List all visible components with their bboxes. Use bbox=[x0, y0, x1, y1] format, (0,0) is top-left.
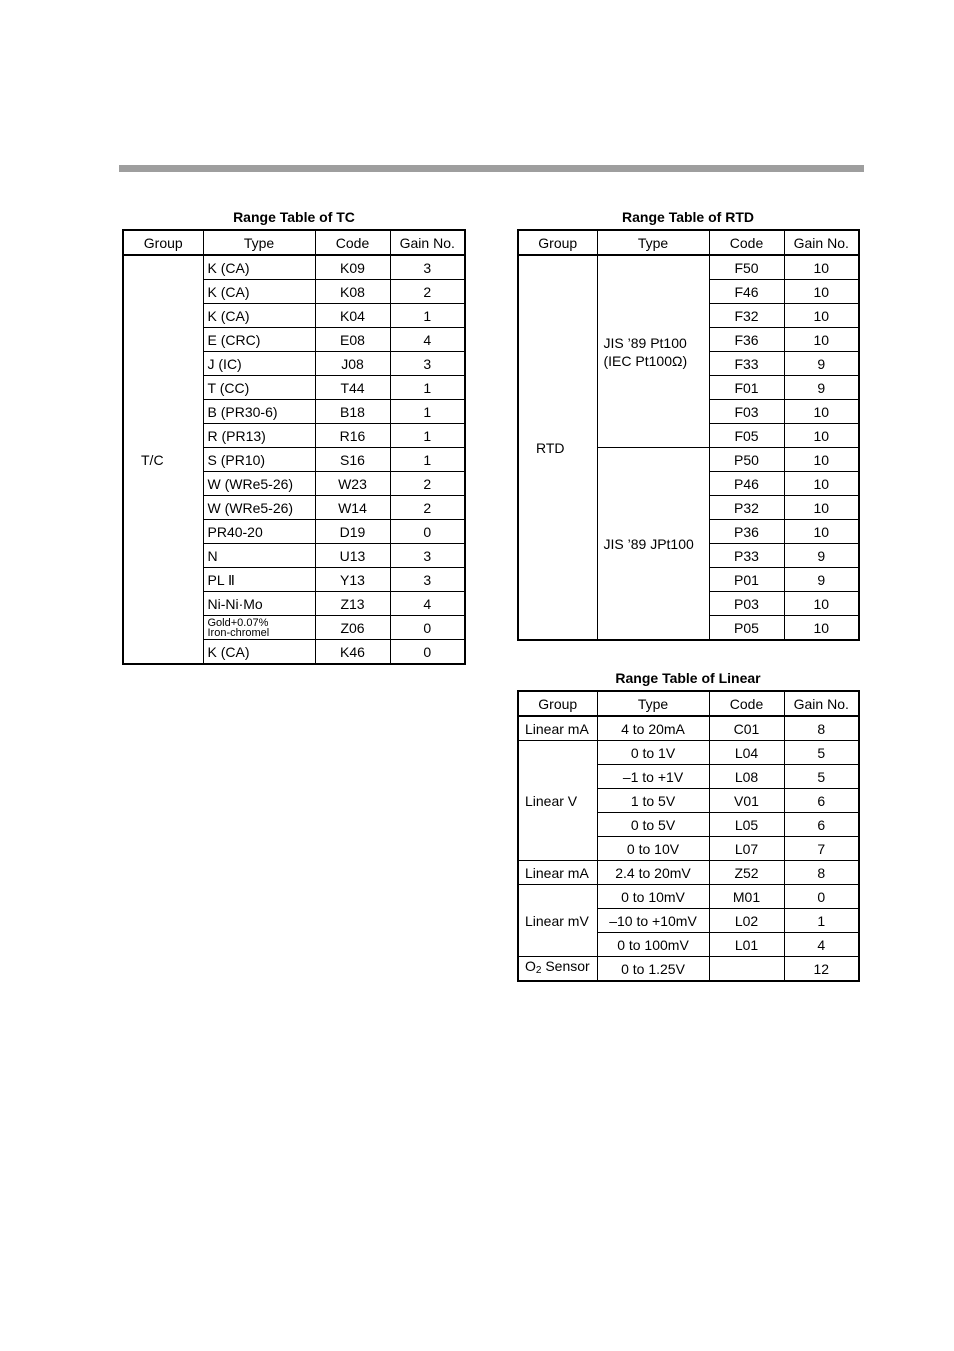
rtd-range-table bbox=[517, 229, 860, 641]
code-cell: P32 bbox=[709, 496, 784, 520]
gain-cell: 10 bbox=[784, 304, 859, 328]
range-text: 0 to 100mV bbox=[617, 936, 689, 953]
gain-cell: 10 bbox=[784, 592, 859, 616]
group-cell bbox=[518, 957, 597, 982]
gain-cell: 1 bbox=[390, 376, 465, 400]
type-line-1: JIS ’89 Pt100 bbox=[603, 334, 687, 351]
code-cell: F36 bbox=[709, 328, 784, 352]
gain-cell: 12 bbox=[784, 957, 859, 982]
gain-cell: 10 bbox=[784, 424, 859, 448]
table-row bbox=[518, 957, 859, 982]
code-cell: F05 bbox=[709, 424, 784, 448]
gain-cell: 4 bbox=[390, 328, 465, 352]
code-cell: K04 bbox=[315, 304, 390, 328]
gain-cell: 9 bbox=[784, 352, 859, 376]
table-row bbox=[518, 861, 859, 885]
o2-label-rest: Sensor bbox=[541, 958, 590, 974]
table-header-row bbox=[518, 230, 859, 255]
type-cell bbox=[597, 933, 709, 957]
gain-cell: 10 bbox=[784, 280, 859, 304]
header-gain: Gain No. bbox=[390, 230, 465, 255]
rtd-table-title: Range Table of RTD bbox=[622, 209, 754, 225]
header-code: Code bbox=[315, 230, 390, 255]
code-cell: D19 bbox=[315, 520, 390, 544]
type-cell: B (PR30-6) bbox=[203, 400, 315, 424]
code-cell: F01 bbox=[709, 376, 784, 400]
type-cell: W (WRe5-26) bbox=[203, 472, 315, 496]
code-cell: L07 bbox=[709, 837, 784, 861]
range-text: 0 to 1V bbox=[630, 744, 676, 761]
type-cell bbox=[597, 255, 709, 448]
header-group: Group bbox=[123, 230, 203, 255]
type-cell: PR40-20 bbox=[203, 520, 315, 544]
type-line-2: Iron-chromel bbox=[207, 626, 270, 639]
code-cell: F03 bbox=[709, 400, 784, 424]
code-cell: Z13 bbox=[315, 592, 390, 616]
gain-cell: 6 bbox=[784, 813, 859, 837]
code-cell: W14 bbox=[315, 496, 390, 520]
type-line-1: Gold+0.07% bbox=[207, 616, 269, 629]
gain-cell: 5 bbox=[784, 741, 859, 765]
type-cell bbox=[597, 789, 709, 813]
table-row bbox=[518, 716, 859, 741]
group-cell: T/C bbox=[123, 255, 203, 664]
type-cell bbox=[597, 909, 709, 933]
code-cell: K08 bbox=[315, 280, 390, 304]
table-row bbox=[518, 885, 859, 909]
code-cell: V01 bbox=[709, 789, 784, 813]
header-rule bbox=[119, 165, 864, 172]
table-row bbox=[518, 255, 859, 280]
code-cell: Z52 bbox=[709, 861, 784, 885]
gain-cell: 1 bbox=[390, 304, 465, 328]
code-cell: L05 bbox=[709, 813, 784, 837]
code-cell: P01 bbox=[709, 568, 784, 592]
type-cell bbox=[597, 765, 709, 789]
header-type: Type bbox=[597, 230, 709, 255]
table-header-row bbox=[518, 691, 859, 716]
code-cell: L04 bbox=[709, 741, 784, 765]
o2-label-main: O bbox=[525, 958, 536, 974]
group-cell: RTD bbox=[518, 255, 597, 640]
gain-cell: 10 bbox=[784, 616, 859, 641]
range-text: –1 to +1V bbox=[622, 768, 684, 785]
tc-range-table bbox=[122, 229, 466, 665]
gain-cell: 4 bbox=[390, 592, 465, 616]
gain-cell: 9 bbox=[784, 568, 859, 592]
type-cell: K (CA) bbox=[203, 255, 315, 280]
table-row bbox=[123, 255, 465, 280]
header-type: Type bbox=[203, 230, 315, 255]
code-cell: P36 bbox=[709, 520, 784, 544]
gain-cell: 10 bbox=[784, 328, 859, 352]
range-text: 0 to 5V bbox=[630, 816, 676, 833]
code-cell: L01 bbox=[709, 933, 784, 957]
range-text: –10 to +10mV bbox=[609, 912, 697, 929]
gain-cell: 10 bbox=[784, 520, 859, 544]
header-code: Code bbox=[709, 691, 784, 716]
range-text: 0 to 1.25V bbox=[621, 960, 685, 977]
code-cell: S16 bbox=[315, 448, 390, 472]
code-cell: L08 bbox=[709, 765, 784, 789]
code-cell: R16 bbox=[315, 424, 390, 448]
header-type: Type bbox=[597, 691, 709, 716]
gain-cell: 8 bbox=[784, 861, 859, 885]
range-text: 1 to 5V bbox=[630, 792, 676, 809]
code-cell: P33 bbox=[709, 544, 784, 568]
gain-cell: 0 bbox=[390, 520, 465, 544]
gain-cell: 10 bbox=[784, 400, 859, 424]
gain-cell: 10 bbox=[784, 496, 859, 520]
type-cell bbox=[597, 837, 709, 861]
code-cell: C01 bbox=[709, 716, 784, 741]
type-cell: R (PR13) bbox=[203, 424, 315, 448]
gain-cell: 2 bbox=[390, 496, 465, 520]
type-line-2: (IEC Pt100Ω) bbox=[603, 352, 688, 369]
gain-cell: 1 bbox=[390, 424, 465, 448]
code-cell bbox=[709, 957, 784, 982]
type-cell: W (WRe5-26) bbox=[203, 496, 315, 520]
gain-cell: 8 bbox=[784, 716, 859, 741]
type-cell: K (CA) bbox=[203, 304, 315, 328]
gain-cell: 0 bbox=[784, 885, 859, 909]
code-cell: B18 bbox=[315, 400, 390, 424]
type-cell bbox=[597, 861, 709, 885]
gain-cell: 10 bbox=[784, 255, 859, 280]
code-cell: J08 bbox=[315, 352, 390, 376]
group-cell: Linear mV bbox=[518, 885, 597, 957]
type-cell bbox=[597, 716, 709, 741]
gain-cell: 9 bbox=[784, 544, 859, 568]
gain-cell: 3 bbox=[390, 352, 465, 376]
gain-cell: 9 bbox=[784, 376, 859, 400]
type-cell: K (CA) bbox=[203, 280, 315, 304]
gain-cell: 1 bbox=[390, 448, 465, 472]
code-cell: Y13 bbox=[315, 568, 390, 592]
range-text: 4 to 20mA bbox=[621, 720, 685, 737]
o2-subscript: 2 bbox=[535, 965, 542, 976]
gain-cell: 10 bbox=[784, 448, 859, 472]
type-cell: K (CA) bbox=[203, 640, 315, 665]
gain-cell: 3 bbox=[390, 544, 465, 568]
code-cell: E08 bbox=[315, 328, 390, 352]
type-cell bbox=[597, 885, 709, 909]
code-cell: P05 bbox=[709, 616, 784, 641]
range-text: 0 to 10V bbox=[626, 840, 680, 857]
range-text: 0 to 10mV bbox=[621, 888, 685, 905]
gain-cell: 3 bbox=[390, 255, 465, 280]
code-cell: L02 bbox=[709, 909, 784, 933]
type-cell bbox=[203, 616, 315, 640]
gain-cell: 6 bbox=[784, 789, 859, 813]
gain-cell: 5 bbox=[784, 765, 859, 789]
gain-cell: 2 bbox=[390, 472, 465, 496]
code-cell: P50 bbox=[709, 448, 784, 472]
linear-range-table bbox=[517, 690, 860, 982]
code-cell: T44 bbox=[315, 376, 390, 400]
type-cell: PL Ⅱ bbox=[203, 568, 315, 592]
code-cell: P03 bbox=[709, 592, 784, 616]
code-cell: W23 bbox=[315, 472, 390, 496]
header-code: Code bbox=[709, 230, 784, 255]
linear-table-title: Range Table of Linear bbox=[615, 670, 761, 686]
gain-cell: 10 bbox=[784, 472, 859, 496]
gain-cell: 0 bbox=[390, 616, 465, 640]
gain-cell: 1 bbox=[784, 909, 859, 933]
type-cell: J (IC) bbox=[203, 352, 315, 376]
tc-table-title: Range Table of TC bbox=[233, 209, 355, 225]
type-cell: E (CRC) bbox=[203, 328, 315, 352]
type-cell bbox=[597, 741, 709, 765]
code-cell: M01 bbox=[709, 885, 784, 909]
table-header-row bbox=[123, 230, 465, 255]
header-gain: Gain No. bbox=[784, 230, 859, 255]
group-cell: Linear mA bbox=[518, 716, 597, 741]
type-cell bbox=[597, 813, 709, 837]
code-cell: F32 bbox=[709, 304, 784, 328]
header-group: Group bbox=[518, 691, 597, 716]
type-cell: Ni-Ni·Mo bbox=[203, 592, 315, 616]
gain-cell: 4 bbox=[784, 933, 859, 957]
code-cell: K09 bbox=[315, 255, 390, 280]
type-cell bbox=[597, 957, 709, 982]
gain-cell: 1 bbox=[390, 400, 465, 424]
group-cell: Linear mA bbox=[518, 861, 597, 885]
header-gain: Gain No. bbox=[784, 691, 859, 716]
code-cell: Z06 bbox=[315, 616, 390, 640]
code-cell: F50 bbox=[709, 255, 784, 280]
code-cell: F33 bbox=[709, 352, 784, 376]
type-cell: T (CC) bbox=[203, 376, 315, 400]
code-cell: K46 bbox=[315, 640, 390, 665]
gain-cell: 0 bbox=[390, 640, 465, 665]
gain-cell: 7 bbox=[784, 837, 859, 861]
code-cell: P46 bbox=[709, 472, 784, 496]
code-cell: F46 bbox=[709, 280, 784, 304]
header-group: Group bbox=[518, 230, 597, 255]
gain-cell: 3 bbox=[390, 568, 465, 592]
range-text: 2.4 to 20mV bbox=[615, 864, 691, 881]
type-cell: JIS ’89 JPt100 bbox=[597, 448, 709, 641]
type-cell: S (PR10) bbox=[203, 448, 315, 472]
group-cell: Linear V bbox=[518, 741, 597, 861]
code-cell: U13 bbox=[315, 544, 390, 568]
gain-cell: 2 bbox=[390, 280, 465, 304]
table-row bbox=[518, 741, 859, 765]
type-cell: N bbox=[203, 544, 315, 568]
